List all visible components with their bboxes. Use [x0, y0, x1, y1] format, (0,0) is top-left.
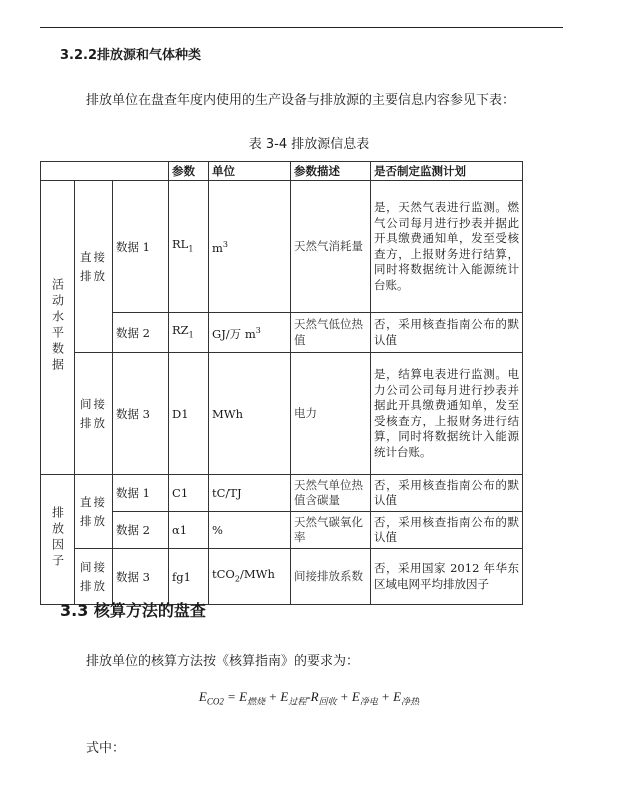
param-desc: 天然气消耗量: [291, 181, 371, 313]
param-symbol: D1: [169, 353, 209, 475]
table-row: [41, 313, 523, 353]
section3-heading: 3.3 核算方法的盘查: [60, 601, 206, 620]
param-unit: tCO$_2$/MWh: [209, 549, 291, 605]
direct-cell: [75, 181, 113, 353]
data-type: 数据 2: [113, 512, 169, 549]
table-header-row: [41, 162, 523, 181]
header-param: 参数: [169, 162, 209, 181]
param-unit: tC/TJ: [209, 475, 291, 512]
monitoring-plan: 是，结算电表进行监测。电力公司公司每月进行抄表并据此开具缴费通知单，发至受核查方，上报财务进行结算，同时将数据统计入能源统计台账。: [371, 353, 523, 475]
table-row: [41, 353, 523, 475]
header-plan: 是否制定监测计划: [371, 162, 523, 181]
section-heading: 3.2.2排放源和气体种类: [60, 48, 202, 63]
group-factor-cell: [41, 475, 75, 605]
param-symbol: α1: [169, 512, 209, 549]
header-rule: [40, 27, 563, 28]
monitoring-plan: 是，天然气表进行监测。燃气公司每月进行抄表并据此开具缴费通知单，发至受核查方，上报财务进行结算，同时将数据统计入能源统计台账。: [371, 181, 523, 313]
data-type: 数据 1: [113, 475, 169, 512]
monitoring-plan: 否，采用核查指南公布的默认值: [371, 512, 523, 549]
indirect-cell: [75, 353, 113, 475]
table-row: [41, 512, 523, 549]
group-factor-label: 排放因子: [50, 505, 65, 570]
monitoring-plan: 否，采用核查指南公布的默认值: [371, 475, 523, 512]
intro-paragraph: 排放单位在盘查年度内使用的生产设备与排放源的主要信息内容参见下表：: [86, 93, 516, 108]
param-symbol: $RZ_1$: [169, 313, 209, 353]
param-desc: 间接排放系数: [291, 549, 371, 605]
data-type: 数据 3: [113, 549, 169, 605]
table-row: [41, 181, 523, 313]
indirect-cell: [75, 549, 113, 605]
table-row: [41, 475, 523, 512]
param-desc: 电力: [291, 353, 371, 475]
param-desc: 天然气低位热值: [291, 313, 371, 353]
emission-formula: $E_{CO2} = E_{燃烧} + E_{过程}-R_{回收} + E_{净电} + E_{净热}$: [198, 689, 420, 707]
direct-label: 直接排放: [80, 249, 107, 283]
table-caption: 表 3-4 排放源信息表: [248, 137, 370, 152]
indirect-label: 间接排放: [80, 559, 107, 593]
monitoring-plan: 否，采用核查指南公布的默认值: [371, 313, 523, 353]
monitoring-plan: 否，采用国家 2012 年华东区域电网平均排放因子: [371, 549, 523, 605]
method-paragraph: 排放单位的核算方法按《核算指南》的要求为：: [86, 654, 360, 669]
direct-cell: [75, 475, 113, 549]
group-activity-label: 活动水平数据: [50, 277, 65, 374]
header-desc: 参数描述: [291, 162, 371, 181]
emission-source-table: [40, 161, 523, 605]
param-unit: MWh: [209, 353, 291, 475]
table-row: [41, 549, 523, 605]
param-desc: 天然气单位热值含碳量: [291, 475, 371, 512]
group-activity-cell: [41, 181, 75, 475]
direct-label: 直接排放: [80, 494, 107, 528]
param-unit: $m^3$: [209, 181, 291, 313]
data-type: 数据 1: [113, 181, 169, 313]
param-symbol: C1: [169, 475, 209, 512]
data-type: 数据 3: [113, 353, 169, 475]
param-unit: %: [209, 512, 291, 549]
data-type: 数据 2: [113, 313, 169, 353]
header-unit: 单位: [209, 162, 291, 181]
header-blank: [41, 162, 169, 181]
where-label: 式中：: [86, 741, 126, 756]
param-unit: GJ/万 $m^3$: [209, 313, 291, 353]
param-symbol: $RL_1$: [169, 181, 209, 313]
param-symbol: fg1: [169, 549, 209, 605]
param-desc: 天然气碳氧化率: [291, 512, 371, 549]
indirect-label: 间接排放: [80, 396, 107, 430]
